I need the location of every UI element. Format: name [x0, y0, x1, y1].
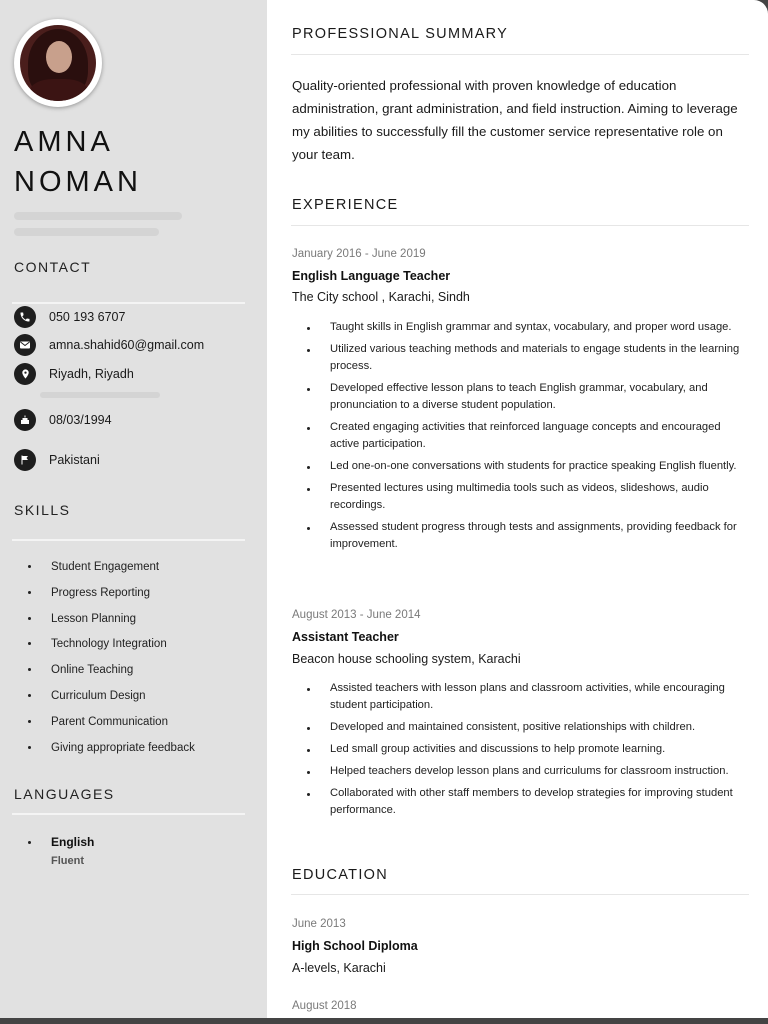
- education-school: A-levels, Karachi: [292, 961, 386, 975]
- list-item: Developed effective lesson plans to teach English grammar, vocabulary, and pronunciation to a diverse student population.: [292, 380, 747, 414]
- experience-divider: [291, 225, 749, 226]
- nationality: Pakistani: [49, 453, 100, 467]
- email-address[interactable]: amna.shahid60@gmail.com: [49, 338, 205, 352]
- skills-divider: [12, 539, 245, 541]
- skills-list: [28, 558, 195, 764]
- list-item: Taught skills in English grammar and syntax, vocabulary, and proper word usage.: [292, 319, 747, 336]
- job-bullets: [292, 319, 747, 558]
- last-name: NOMAN: [14, 166, 142, 198]
- birthday-cake-icon: [14, 409, 36, 431]
- resume-sidebar: [0, 0, 267, 1018]
- language-name: English: [28, 835, 94, 849]
- job-bullets: [292, 680, 747, 824]
- contact-email: [14, 334, 204, 356]
- list-item: Curriculum Design: [28, 687, 195, 713]
- education-dates: August 2018: [292, 1000, 357, 1012]
- list-item: Developed and maintained consistent, positive relationships with children.: [292, 719, 747, 736]
- job-company: The City school , Karachi, Sindh: [292, 290, 470, 304]
- contact-divider: [12, 302, 245, 304]
- language-entry: [28, 835, 94, 867]
- blurred-text: [14, 212, 182, 220]
- phone-number[interactable]: 050 193 6707: [49, 310, 126, 324]
- contact-nationality: [14, 449, 100, 471]
- resume-main: [267, 0, 768, 1018]
- list-item: Lesson Planning: [28, 610, 195, 636]
- blurred-text: [40, 392, 160, 398]
- list-item: Parent Communication: [28, 713, 195, 739]
- list-item: Presented lectures using multimedia tools such as videos, slideshows, audio recordings.: [292, 480, 747, 514]
- list-item: Helped teachers develop lesson plans and curriculums for classroom instruction.: [292, 763, 747, 780]
- language-level: Fluent: [51, 855, 84, 867]
- location: Riyadh, Riyadh: [49, 367, 134, 381]
- blurred-text: [14, 228, 159, 236]
- education-degree: High School Diploma: [292, 939, 418, 953]
- experience-heading: EXPERIENCE: [292, 197, 399, 213]
- education-dates: June 2013: [292, 918, 346, 930]
- contact-location: [14, 363, 134, 385]
- summary-heading: PROFESSIONAL SUMMARY: [292, 26, 509, 42]
- first-name: AMNA: [14, 126, 114, 158]
- profile-photo: [14, 19, 102, 107]
- contact-heading: CONTACT: [14, 259, 92, 275]
- list-item: Led one-on-one conversations with students for practice speaking English fluently.: [292, 458, 747, 475]
- list-item: Progress Reporting: [28, 584, 195, 610]
- flag-icon: [14, 449, 36, 471]
- list-item: Student Engagement: [28, 558, 195, 584]
- list-item: Assisted teachers with lesson plans and classroom activities, while encouraging student participation.: [292, 680, 747, 714]
- avatar: [20, 25, 96, 101]
- list-item: Led small group activities and discussions to help promote learning.: [292, 741, 747, 758]
- job-dates: January 2016 - June 2019: [292, 248, 426, 260]
- list-item: Giving appropriate feedback: [28, 739, 195, 765]
- languages-heading: LANGUAGES: [14, 786, 115, 802]
- summary-divider: [291, 54, 749, 55]
- list-item: Created engaging activities that reinforced language concepts and encouraged active participation.: [292, 419, 747, 453]
- list-item: Utilized various teaching methods and materials to engage students in the learning process.: [292, 341, 747, 375]
- email-icon: [14, 334, 36, 356]
- list-item: Technology Integration: [28, 635, 195, 661]
- list-item: Online Teaching: [28, 661, 195, 687]
- location-pin-icon: [14, 363, 36, 385]
- contact-phone: [14, 306, 125, 328]
- list-item: Assessed student progress through tests and assignments, providing feedback for improvement.: [292, 519, 747, 553]
- birth-date: 08/03/1994: [49, 413, 112, 427]
- skills-heading: SKILLS: [14, 502, 71, 518]
- job-company: Beacon house schooling system, Karachi: [292, 652, 521, 666]
- candidate-name: [14, 122, 142, 202]
- job-title: English Language Teacher: [292, 269, 451, 283]
- phone-icon: [14, 306, 36, 328]
- job-dates: August 2013 - June 2014: [292, 609, 421, 621]
- list-item: Collaborated with other staff members to develop strategies for improving student performance.: [292, 785, 747, 819]
- education-divider: [291, 894, 749, 895]
- education-heading: EDUCATION: [292, 867, 389, 883]
- languages-divider: [12, 813, 245, 815]
- contact-birthdate: [14, 409, 112, 431]
- job-title: Assistant Teacher: [292, 630, 399, 644]
- summary-text: Quality-oriented professional with proven knowledge of education administration, grant administration, and field instruction. Aiming to leverage my abilities to successfully fill the customer service representative role on your team.: [292, 78, 738, 162]
